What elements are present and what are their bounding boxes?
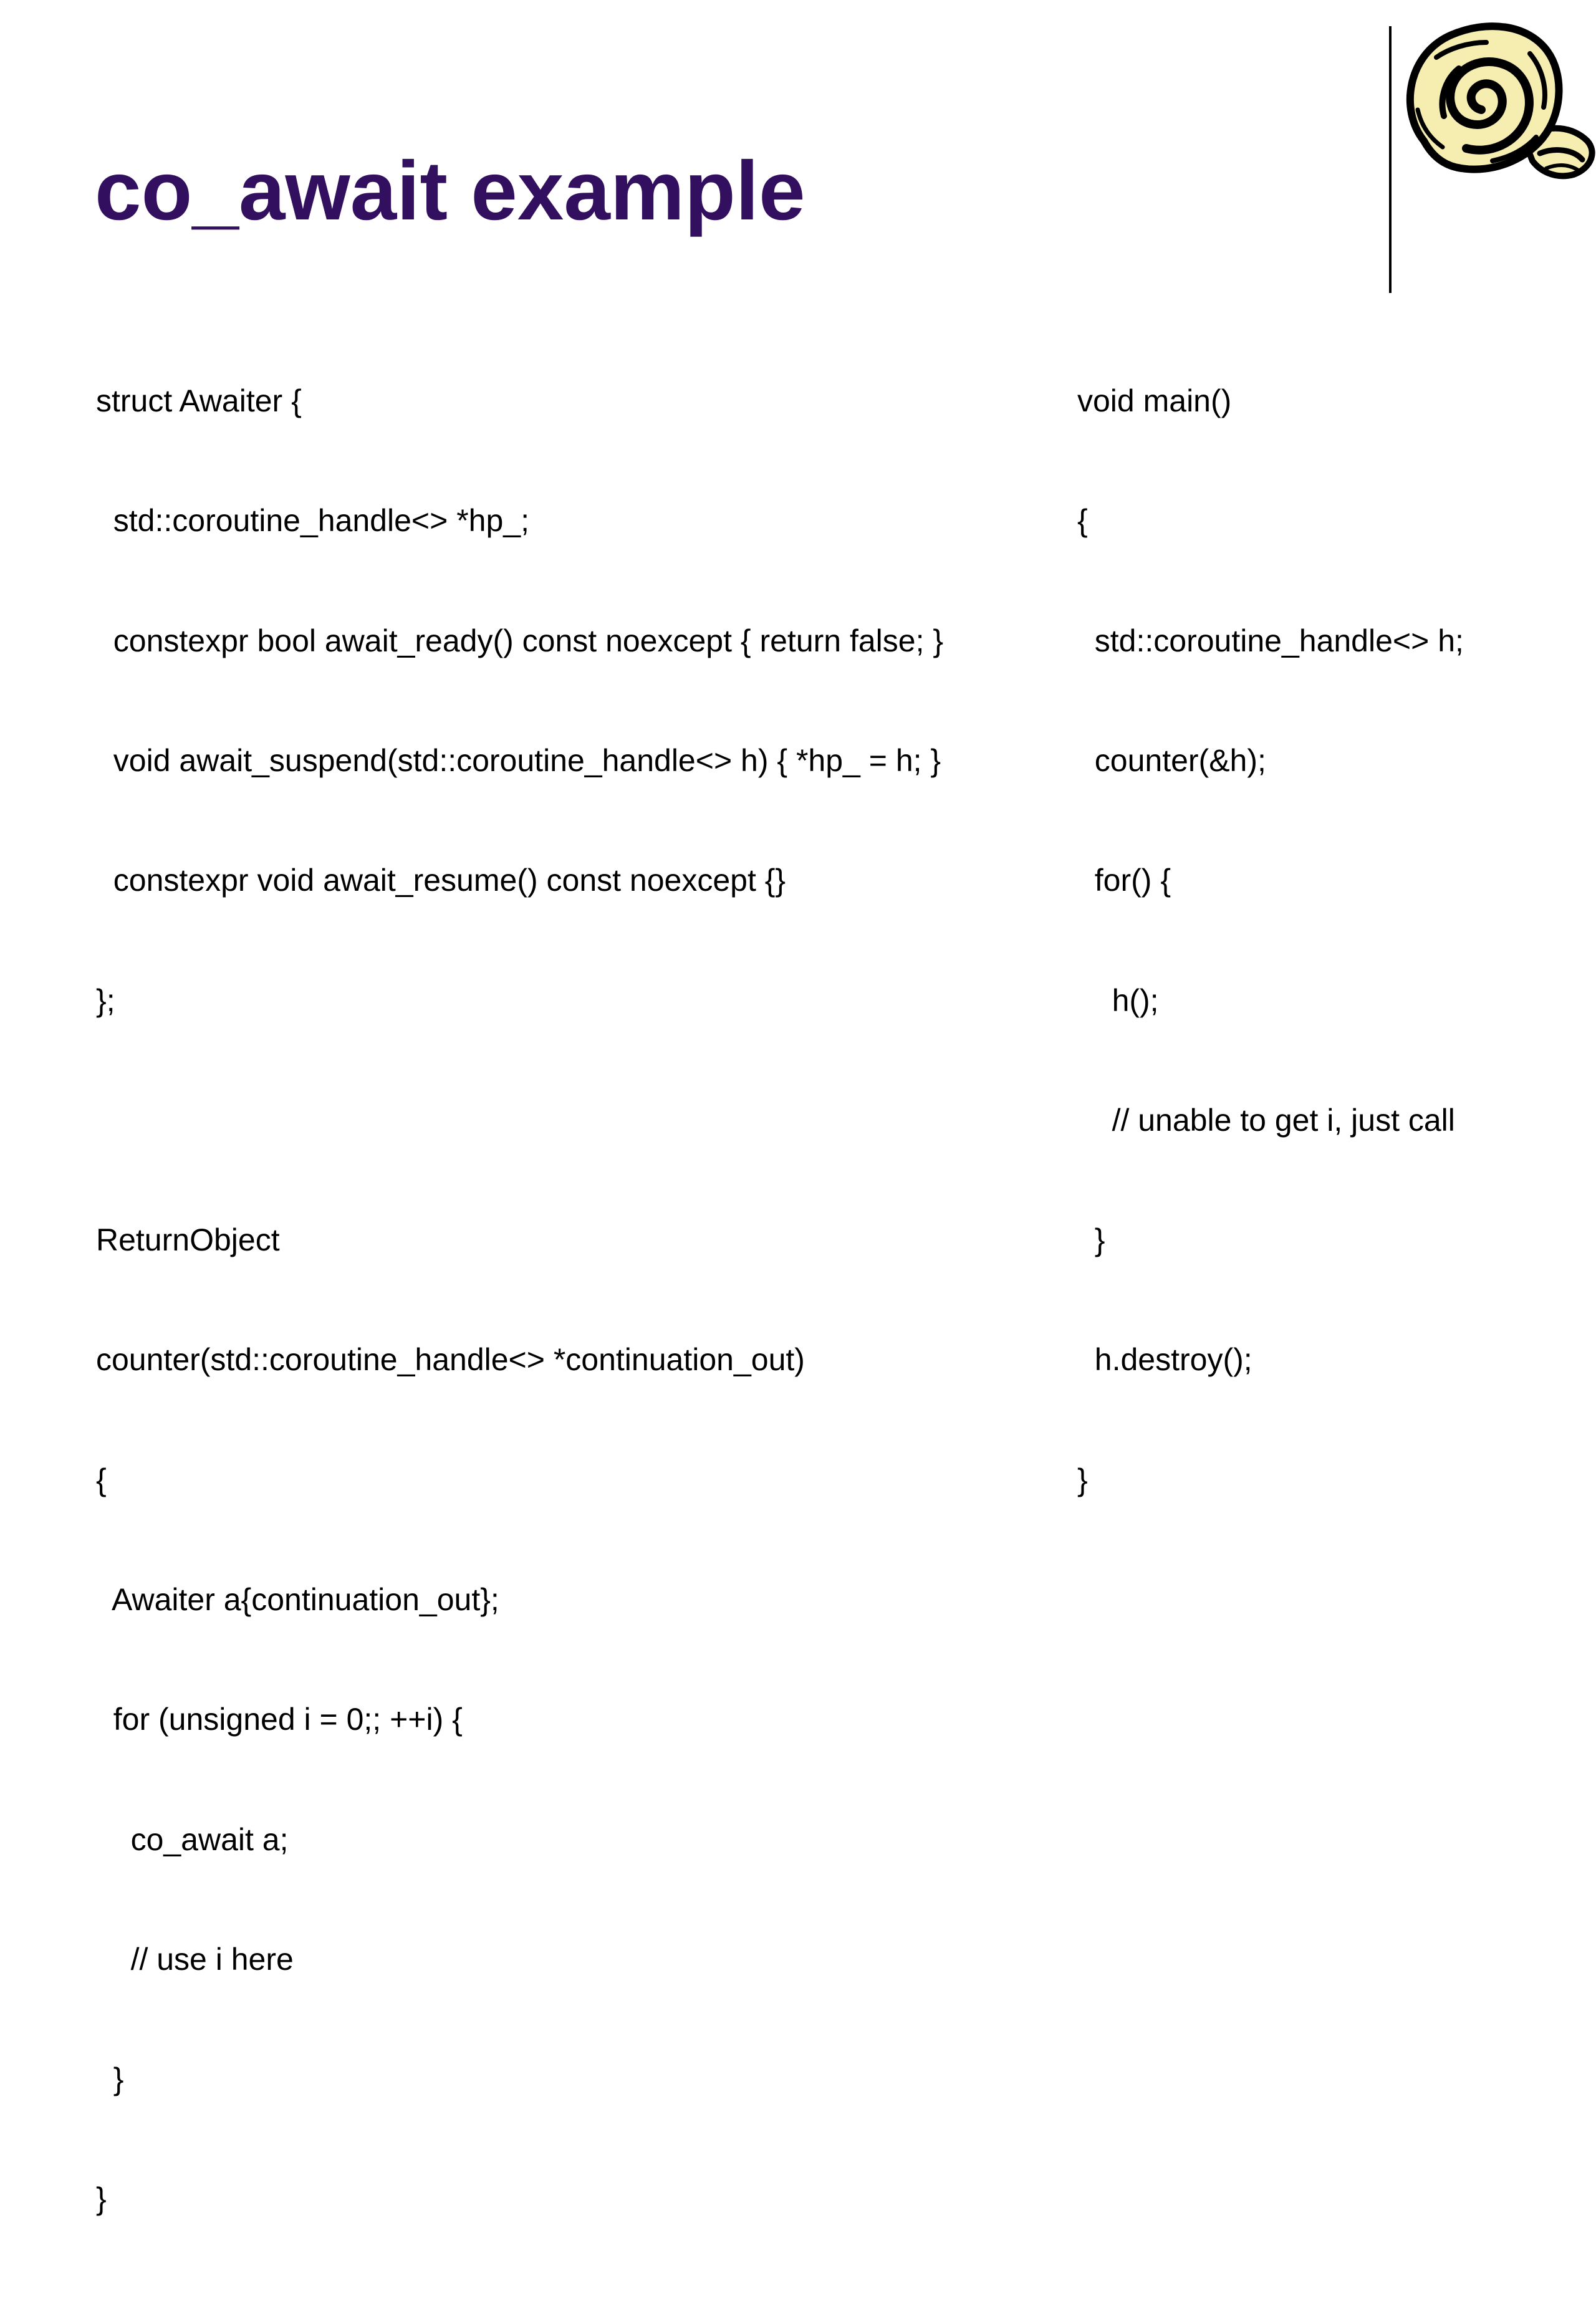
code-line: void main() (1077, 383, 1232, 419)
code-line: } (1077, 1462, 1088, 1497)
code-line: // use i here (96, 1941, 294, 1977)
code-line: ReturnObject (96, 1222, 280, 1258)
code-line: { (96, 1462, 107, 1497)
title-divider-line (1389, 26, 1392, 293)
code-line: std::coroutine_handle<> *hp_; (96, 503, 529, 539)
code-line: } (1077, 1222, 1105, 1258)
code-line: co_await a; (96, 1821, 289, 1857)
code-line: Awaiter a{continuation_out}; (96, 1582, 499, 1617)
code-line: constexpr void await_resume() const noexcept {} (96, 863, 786, 898)
code-line: // unable to get i, just call (1077, 1102, 1455, 1138)
scroll-icon (1399, 16, 1596, 191)
code-line (96, 1100, 943, 1140)
code-line: counter(std::coroutine_handle<> *continuation_out) (96, 1342, 805, 1378)
code-block-awaiter-counter (96, 301, 943, 2299)
code-line: h.destroy(); (1077, 1342, 1252, 1378)
code-line: counter(&h); (1077, 743, 1266, 779)
code-line: struct Awaiter { (96, 383, 302, 419)
code-line: { (1077, 503, 1088, 539)
code-line: for() { (1077, 863, 1171, 898)
slide-title: co_await example (95, 145, 805, 238)
code-line: for (unsigned i = 0;; ++i) { (96, 1702, 463, 1737)
code-line: constexpr bool await_ready() const noexcept { return false; } (96, 623, 944, 658)
code-block-main (1077, 301, 1464, 1580)
code-line: }; (96, 982, 115, 1018)
code-line: } (96, 2061, 124, 2097)
code-line: std::coroutine_handle<> h; (1077, 623, 1464, 658)
code-line: h(); (1077, 982, 1159, 1018)
code-line: } (96, 2181, 107, 2217)
code-line: void await_suspend(std::coroutine_handle<> h) { *hp_ = h; } (96, 743, 941, 779)
